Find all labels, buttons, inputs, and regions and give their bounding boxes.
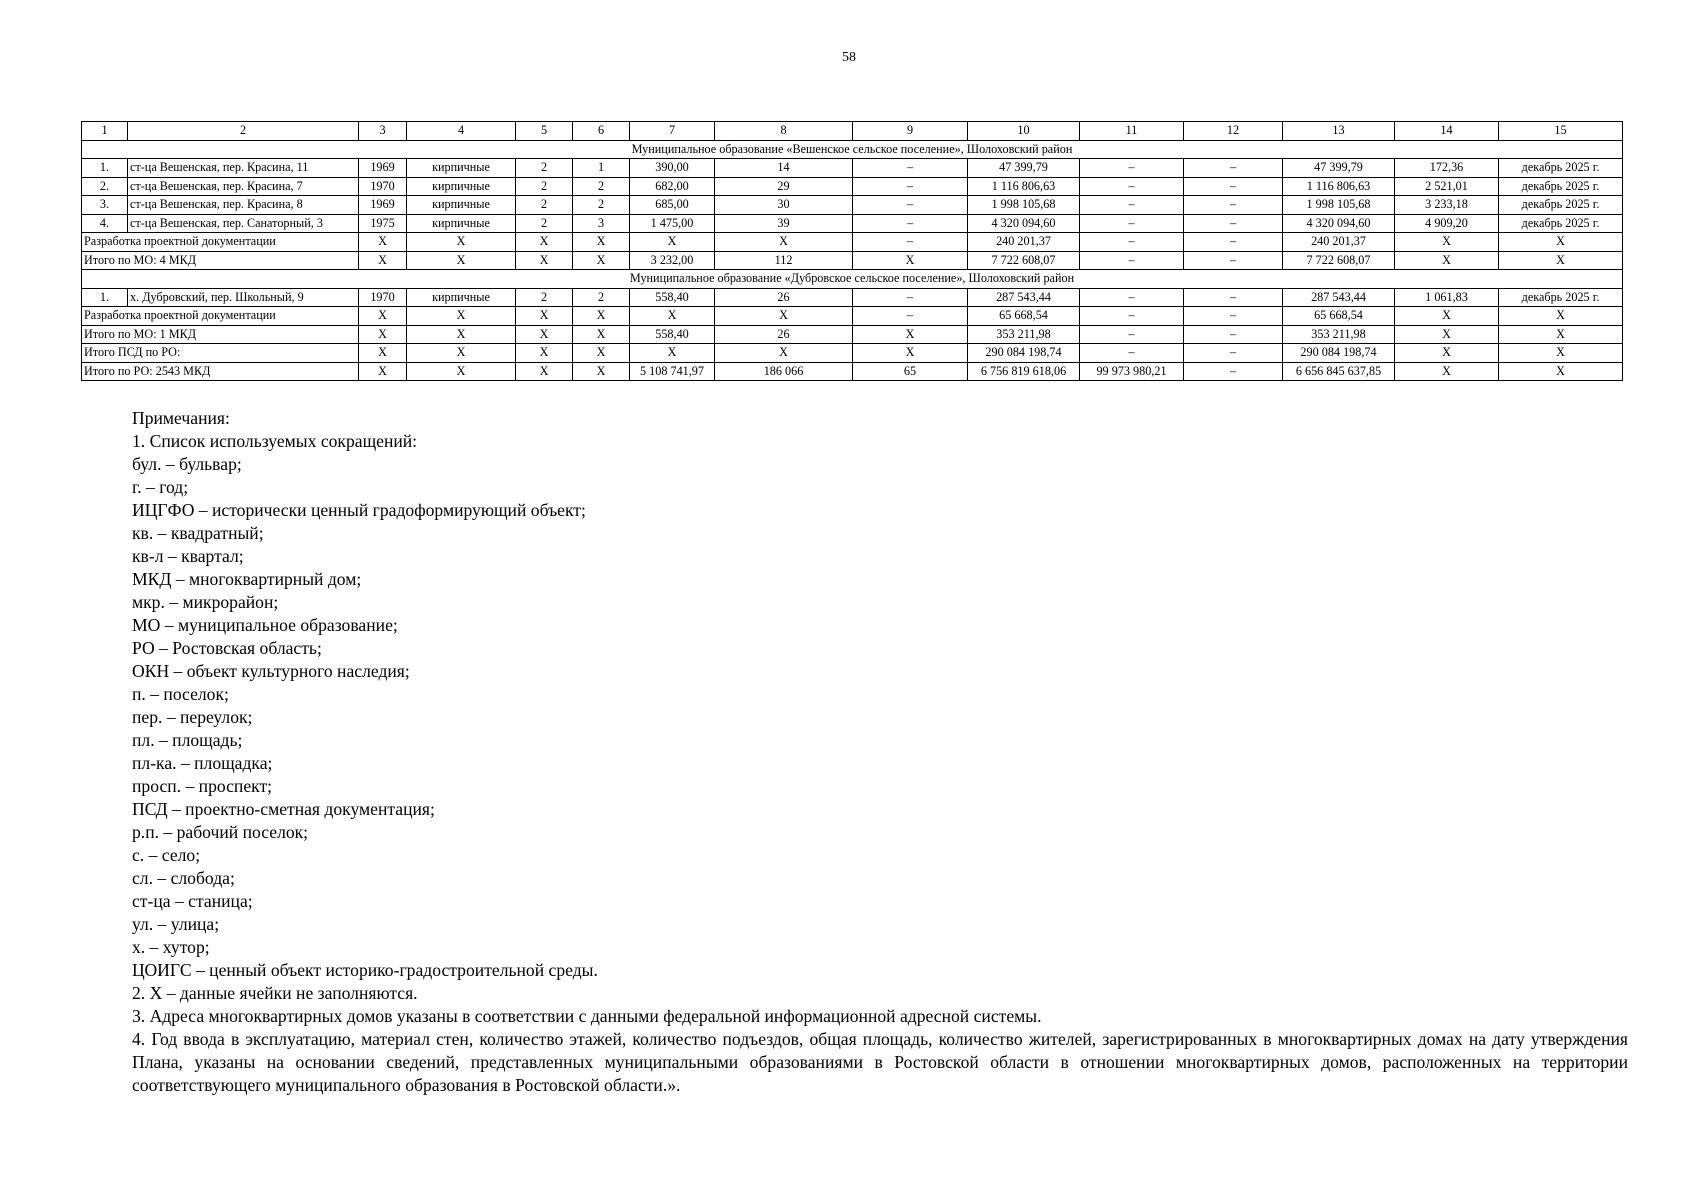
table-cell: ст-ца Вешенская, пер. Санаторный, 3 — [128, 214, 359, 233]
table-cell: 2 — [516, 159, 573, 178]
table-cell: 558,40 — [630, 288, 715, 307]
table-cell: – — [1184, 325, 1283, 344]
table-cell: 1. — [82, 159, 128, 178]
table-cell: X — [1499, 251, 1623, 270]
note-4: 4. Год ввода в эксплуатацию, материал стен, количество этажей, количество подъездов, общая площадь, количество жителей, зарегистрированных в многоквартирных домах на дату утверждения Плана, указаны на основании сведений, представленных муниципальными образованиями в Ростовской области в отношении многоквартирных домов, расположенных на территории соответствующего муниципального образования в Ростовской области.». — [132, 1029, 1628, 1095]
table-cell: X — [1499, 325, 1623, 344]
table-cell: X — [630, 233, 715, 252]
table-cell: декабрь 2025 г. — [1499, 288, 1623, 307]
table-cell: 26 — [715, 325, 853, 344]
table-cell: X — [630, 307, 715, 326]
table-cell: 682,00 — [630, 177, 715, 196]
table-cell: 6 656 845 637,85 — [1283, 362, 1395, 381]
abbreviation-item: МО – муниципальное образование; — [132, 615, 398, 635]
table-cell: – — [853, 196, 968, 215]
table-cell: 290 084 198,74 — [1283, 344, 1395, 363]
table-cell: – — [853, 307, 968, 326]
table-cell: – — [853, 177, 968, 196]
table-cell: 240 201,37 — [1283, 233, 1395, 252]
table-cell: ст-ца Вешенская, пер. Красина, 11 — [128, 159, 359, 178]
table-cell: – — [1080, 214, 1184, 233]
table-cell: 2 — [516, 177, 573, 196]
table-cell: – — [1080, 251, 1184, 270]
table-cell: X — [1499, 233, 1623, 252]
table-cell: 1969 — [359, 196, 407, 215]
table-row — [82, 177, 1623, 196]
table-cell: 558,40 — [630, 325, 715, 344]
table-cell: X — [1395, 251, 1499, 270]
table-cell: – — [1184, 159, 1283, 178]
table-cell: – — [1184, 288, 1283, 307]
summary-label: Разработка проектной документации — [82, 233, 359, 252]
abbreviation-item: мкр. – микрорайон; — [132, 592, 279, 612]
column-number-cell: 6 — [573, 122, 630, 141]
table-row — [82, 214, 1623, 233]
table-cell: X — [853, 344, 968, 363]
table-cell: X — [1499, 307, 1623, 326]
abbreviation-item: МКД – многоквартирный дом; — [132, 569, 362, 589]
notes-heading: Примечания: — [132, 408, 230, 428]
abbreviation-item: ОКН – объект культурного наследия; — [132, 661, 410, 681]
table-cell: X — [1499, 362, 1623, 381]
summary-label: Итого по МО: 4 МКД — [82, 251, 359, 270]
abbreviation-item: ИЦГФО – исторически ценный градоформирующий объект; — [132, 500, 586, 520]
summary-label: Разработка проектной документации — [82, 307, 359, 326]
table-cell: 2 — [516, 196, 573, 215]
housing-repair-plan-table — [81, 121, 1623, 381]
column-number-cell: 13 — [1283, 122, 1395, 141]
abbreviation-item: х. – хутор; — [132, 937, 210, 957]
total-label: Итого ПСД по РО: — [82, 344, 359, 363]
table-cell: – — [1080, 159, 1184, 178]
table-cell: 172,36 — [1395, 159, 1499, 178]
table-cell: 39 — [715, 214, 853, 233]
table-cell: кирпичные — [407, 159, 516, 178]
table-cell: 353 211,98 — [1283, 325, 1395, 344]
table-cell: X — [516, 307, 573, 326]
abbreviation-item: пер. – переулок; — [132, 707, 253, 727]
table-cell: – — [1080, 344, 1184, 363]
note-2: 2. X – данные ячейки не заполняются. — [132, 983, 418, 1003]
column-number-cell: 12 — [1184, 122, 1283, 141]
table-cell: 390,00 — [630, 159, 715, 178]
total-row — [82, 344, 1623, 363]
page-number: 58 — [842, 50, 856, 65]
table-cell: X — [715, 233, 853, 252]
table-cell: – — [1184, 196, 1283, 215]
table-cell: 29 — [715, 177, 853, 196]
column-number-cell: 1 — [82, 122, 128, 141]
table-cell: – — [1080, 233, 1184, 252]
table-cell: 1 116 806,63 — [968, 177, 1080, 196]
table-cell: 5 108 741,97 — [630, 362, 715, 381]
table-cell: 26 — [715, 288, 853, 307]
table-cell: декабрь 2025 г. — [1499, 177, 1623, 196]
table-cell: – — [1184, 344, 1283, 363]
summary-row — [82, 307, 1623, 326]
abbreviation-item: РО – Ростовская область; — [132, 638, 322, 658]
table-cell: 112 — [715, 251, 853, 270]
abbreviation-item: пл. – площадь; — [132, 730, 243, 750]
table-cell: 1969 — [359, 159, 407, 178]
abbreviation-item: ЦОИГС – ценный объект историко-градостроительной среды. — [132, 960, 598, 980]
summary-label: Итого по МО: 1 МКД — [82, 325, 359, 344]
column-number-cell: 7 — [630, 122, 715, 141]
table-cell: 1975 — [359, 214, 407, 233]
table-cell: 287 543,44 — [1283, 288, 1395, 307]
table-cell: X — [407, 233, 516, 252]
notes-block — [132, 407, 1628, 1097]
table-cell: X — [516, 325, 573, 344]
table-cell: кирпичные — [407, 214, 516, 233]
table-cell: – — [1184, 233, 1283, 252]
table-cell: X — [1395, 325, 1499, 344]
table-row — [82, 159, 1623, 178]
table-cell: – — [1080, 196, 1184, 215]
table-cell: 240 201,37 — [968, 233, 1080, 252]
table-cell: X — [516, 344, 573, 363]
table-cell: 1 998 105,68 — [968, 196, 1080, 215]
table-cell: – — [1080, 288, 1184, 307]
table-cell: 30 — [715, 196, 853, 215]
table-cell: 4. — [82, 214, 128, 233]
column-number-cell: 5 — [516, 122, 573, 141]
table-cell: X — [853, 325, 968, 344]
table-cell: 3 233,18 — [1395, 196, 1499, 215]
table-cell: 1 — [573, 159, 630, 178]
section-title: Муниципальное образование «Дубровское сельское поселение», Шолоховский район — [82, 270, 1623, 289]
table-cell: х. Дубровский, пер. Школьный, 9 — [128, 288, 359, 307]
column-number-cell: 9 — [853, 122, 968, 141]
total-label: Итого по РО: 2543 МКД — [82, 362, 359, 381]
abbreviation-item: р.п. – рабочий поселок; — [132, 822, 309, 842]
table-cell: 14 — [715, 159, 853, 178]
table-cell: X — [1395, 233, 1499, 252]
table-cell: X — [359, 307, 407, 326]
table-cell: 7 722 608,07 — [1283, 251, 1395, 270]
table-cell: 7 722 608,07 — [968, 251, 1080, 270]
table-cell: – — [1184, 307, 1283, 326]
table-cell: 2 521,01 — [1395, 177, 1499, 196]
table-cell: 2 — [573, 196, 630, 215]
table-cell: 2 — [516, 288, 573, 307]
table-cell: – — [853, 288, 968, 307]
table-cell: – — [1184, 362, 1283, 381]
table-cell: декабрь 2025 г. — [1499, 159, 1623, 178]
column-number-cell: 2 — [128, 122, 359, 141]
column-number-row — [82, 122, 1623, 141]
table-cell: – — [1184, 214, 1283, 233]
table-cell: – — [1184, 177, 1283, 196]
table-cell: X — [573, 362, 630, 381]
column-number-cell: 3 — [359, 122, 407, 141]
column-number-cell: 11 — [1080, 122, 1184, 141]
table-cell: X — [407, 251, 516, 270]
table-cell: – — [1080, 325, 1184, 344]
table-cell: 685,00 — [630, 196, 715, 215]
table-cell: 1 998 105,68 — [1283, 196, 1395, 215]
table-cell: X — [573, 344, 630, 363]
section-title: Муниципальное образование «Вешенское сельское поселение», Шолоховский район — [82, 140, 1623, 159]
table-cell: X — [516, 362, 573, 381]
table-row — [82, 196, 1623, 215]
table-cell: 47 399,79 — [1283, 159, 1395, 178]
table-cell: X — [407, 344, 516, 363]
table-cell: X — [853, 251, 968, 270]
table-cell: 1 475,00 — [630, 214, 715, 233]
table-cell: – — [1184, 251, 1283, 270]
table-cell: X — [1499, 344, 1623, 363]
note-3: 3. Адреса многоквартирных домов указаны в соответствии с данными федеральной информационной адресной системы. — [132, 1006, 1042, 1026]
abbreviation-item: ПСД – проектно-сметная документация; — [132, 799, 435, 819]
abbreviation-item: сл. – слобода; — [132, 868, 235, 888]
column-number-cell: 10 — [968, 122, 1080, 141]
table-cell: 2 — [573, 177, 630, 196]
table-cell: 2 — [573, 288, 630, 307]
table-cell: ст-ца Вешенская, пер. Красина, 7 — [128, 177, 359, 196]
table-cell: X — [359, 362, 407, 381]
summary-row — [82, 325, 1623, 344]
table-cell: 1970 — [359, 288, 407, 307]
table-cell: 65 668,54 — [1283, 307, 1395, 326]
summary-row — [82, 251, 1623, 270]
abbreviations-title: 1. Список используемых сокращений: — [132, 431, 418, 451]
table-cell: X — [359, 325, 407, 344]
column-number-cell: 4 — [407, 122, 516, 141]
table-cell: X — [407, 307, 516, 326]
table-cell: декабрь 2025 г. — [1499, 214, 1623, 233]
table-cell: X — [407, 362, 516, 381]
abbreviation-item: пл-ка. – площадка; — [132, 753, 273, 773]
abbreviation-item: с. – село; — [132, 845, 201, 865]
table-cell: декабрь 2025 г. — [1499, 196, 1623, 215]
table-cell: X — [516, 251, 573, 270]
table-cell: – — [853, 233, 968, 252]
table-cell: X — [516, 233, 573, 252]
table-cell: 287 543,44 — [968, 288, 1080, 307]
table-cell: 3 — [573, 214, 630, 233]
table-cell: X — [630, 344, 715, 363]
table-cell: 65 668,54 — [968, 307, 1080, 326]
table-cell: 4 320 094,60 — [1283, 214, 1395, 233]
section-title-row — [82, 270, 1623, 289]
table-cell: X — [359, 344, 407, 363]
column-number-cell: 8 — [715, 122, 853, 141]
table-cell: – — [1080, 177, 1184, 196]
abbreviation-item: кв. – квадратный; — [132, 523, 264, 543]
table-row — [82, 288, 1623, 307]
table-cell: X — [715, 307, 853, 326]
table-cell: 353 211,98 — [968, 325, 1080, 344]
table-cell: 47 399,79 — [968, 159, 1080, 178]
abbreviation-item: ул. – улица; — [132, 914, 220, 934]
summary-row — [82, 233, 1623, 252]
table-cell: 1. — [82, 288, 128, 307]
table-cell: 65 — [853, 362, 968, 381]
table-cell: ст-ца Вешенская, пер. Красина, 8 — [128, 196, 359, 215]
table-cell: 1970 — [359, 177, 407, 196]
table-cell: 1 116 806,63 — [1283, 177, 1395, 196]
abbreviations-list — [132, 453, 1628, 982]
table-cell: кирпичные — [407, 196, 516, 215]
column-number-cell: 14 — [1395, 122, 1499, 141]
table-cell: кирпичные — [407, 288, 516, 307]
column-number-cell: 15 — [1499, 122, 1623, 141]
table-cell: 99 973 980,21 — [1080, 362, 1184, 381]
abbreviation-item: кв-л – квартал; — [132, 546, 244, 566]
table-cell: 290 084 198,74 — [968, 344, 1080, 363]
table-cell: X — [1395, 307, 1499, 326]
abbreviation-item: ст-ца – станица; — [132, 891, 253, 911]
table-cell: X — [1395, 362, 1499, 381]
table-cell: X — [573, 251, 630, 270]
section-title-row — [82, 140, 1623, 159]
table-cell: кирпичные — [407, 177, 516, 196]
table-cell: X — [573, 307, 630, 326]
table-cell: X — [573, 233, 630, 252]
table-cell: – — [853, 159, 968, 178]
table-cell: 4 909,20 — [1395, 214, 1499, 233]
table-cell: 186 066 — [715, 362, 853, 381]
table-cell: 2 — [516, 214, 573, 233]
abbreviation-item: п. – поселок; — [132, 684, 229, 704]
table-cell: 2. — [82, 177, 128, 196]
abbreviation-item: просп. – проспект; — [132, 776, 273, 796]
table-cell: X — [359, 233, 407, 252]
table-cell: – — [1080, 307, 1184, 326]
total-row — [82, 362, 1623, 381]
table-cell: X — [1395, 344, 1499, 363]
abbreviation-item: бул. – бульвар; — [132, 454, 242, 474]
table-cell: 1 061,83 — [1395, 288, 1499, 307]
table-cell: – — [853, 214, 968, 233]
abbreviation-item: г. – год; — [132, 477, 189, 497]
table-cell: 4 320 094,60 — [968, 214, 1080, 233]
table-cell: 3 232,00 — [630, 251, 715, 270]
table-cell: X — [573, 325, 630, 344]
table-cell: 3. — [82, 196, 128, 215]
table-cell: 6 756 819 618,06 — [968, 362, 1080, 381]
table-cell: X — [359, 251, 407, 270]
table-cell: X — [715, 344, 853, 363]
table-cell: X — [407, 325, 516, 344]
